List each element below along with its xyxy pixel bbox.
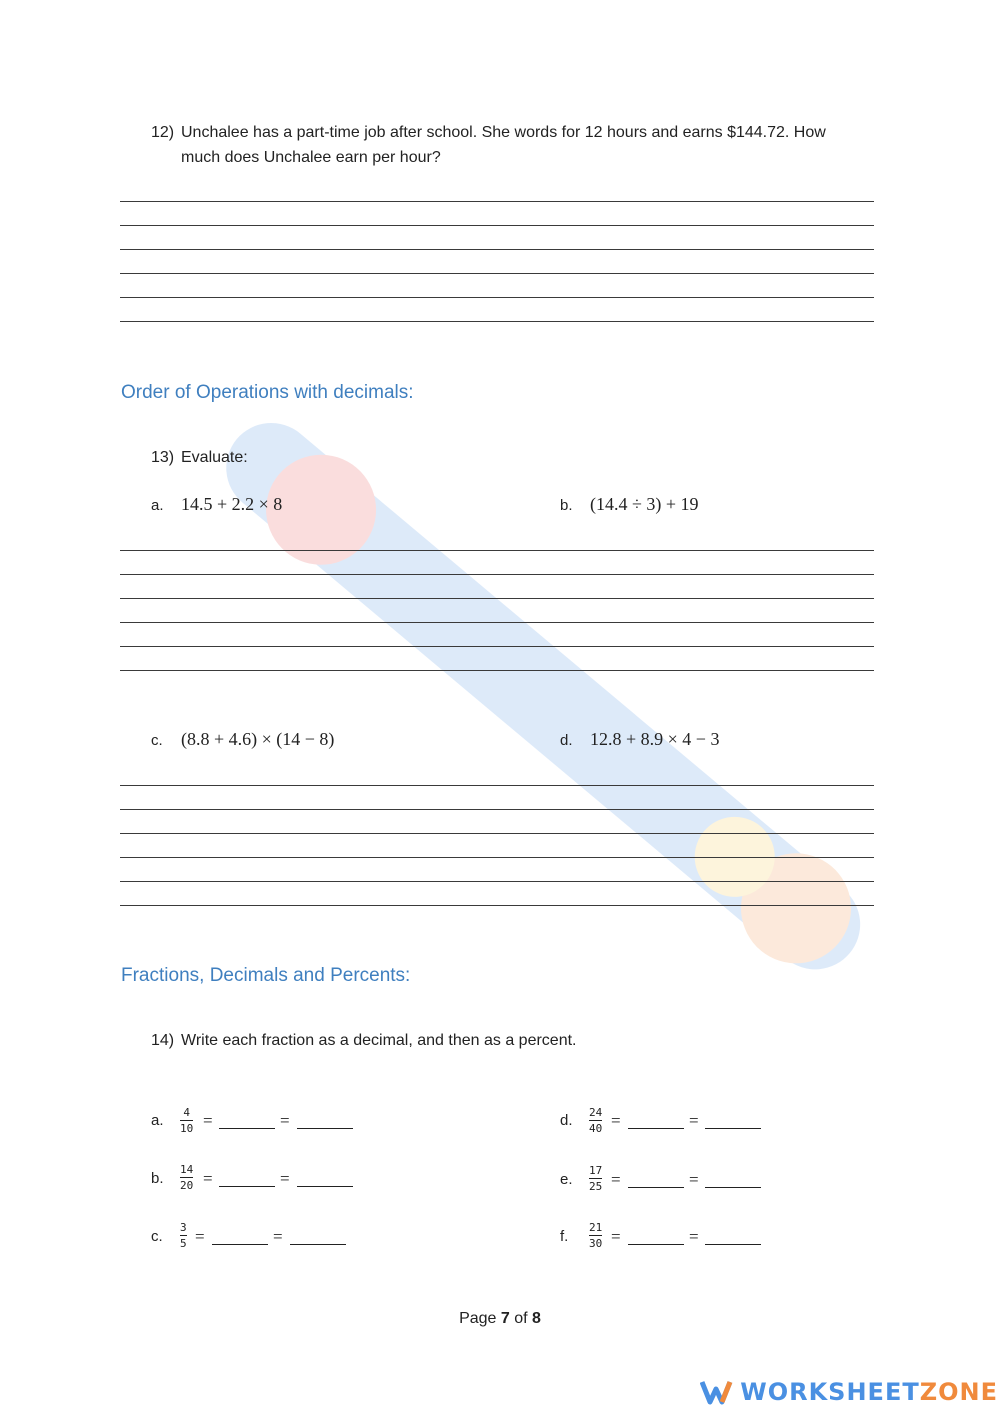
answer-line <box>120 881 874 882</box>
denominator: 40 <box>589 1122 603 1135</box>
equals-sign: = <box>689 1227 699 1246</box>
item-13b-label: b. <box>560 497 573 514</box>
watermark-logo <box>190 350 890 1050</box>
footer-mid: of <box>509 1310 533 1327</box>
equals-sign: = <box>689 1170 699 1189</box>
percent-blank-14d[interactable] <box>705 1128 761 1129</box>
fraction-14d <box>589 1106 602 1135</box>
percent-blank-14e[interactable] <box>705 1187 761 1188</box>
answer-line <box>120 574 874 575</box>
item-13a-label: a. <box>151 497 164 514</box>
question-13-prompt: Evaluate: <box>181 449 248 466</box>
numerator: 17 <box>589 1164 603 1177</box>
answer-line <box>120 249 874 250</box>
equals-sign: = <box>280 1111 290 1130</box>
item-13d-expression: 12.8 + 8.9 × 4 − 3 <box>590 729 720 749</box>
item-14d-label: d. <box>560 1112 573 1129</box>
denominator: 10 <box>180 1122 194 1135</box>
answer-line <box>120 646 874 647</box>
decimal-blank-14f[interactable] <box>628 1244 684 1245</box>
fraction-14a <box>180 1106 193 1135</box>
logo-text-zone: ZONE <box>919 1378 998 1406</box>
percent-blank-14c[interactable] <box>290 1244 346 1245</box>
denominator: 5 <box>180 1237 187 1250</box>
item-13c-label: c. <box>151 732 163 749</box>
equals-sign: = <box>203 1169 213 1188</box>
question-12-text-line1: Unchalee has a part-time job after school. She words for 12 hours and earns $144.72. How <box>181 124 826 141</box>
answer-line <box>120 857 874 858</box>
fraction-14e <box>589 1164 602 1193</box>
numerator: 14 <box>180 1163 194 1176</box>
equals-sign: = <box>195 1227 205 1246</box>
footer-page-number: 7 <box>500 1310 510 1327</box>
worksheetzone-logo[interactable] <box>700 1378 998 1406</box>
item-13d-label: d. <box>560 732 573 749</box>
fraction-14f <box>589 1221 602 1250</box>
answer-line <box>120 833 874 834</box>
fraction-14c <box>180 1221 187 1250</box>
decimal-blank-14e[interactable] <box>628 1187 684 1188</box>
answer-line <box>120 225 874 226</box>
answer-line <box>120 550 874 551</box>
question-12-number: 12) <box>151 124 175 141</box>
answer-line <box>120 321 874 322</box>
equals-sign: = <box>611 1170 621 1189</box>
item-14b-label: b. <box>151 1170 164 1187</box>
percent-blank-14f[interactable] <box>705 1244 761 1245</box>
answer-line <box>120 273 874 274</box>
answer-line <box>120 670 874 671</box>
answer-line <box>120 809 874 810</box>
section-title-fractions: Fractions, Decimals and Percents: <box>121 965 411 986</box>
numerator: 21 <box>589 1221 603 1234</box>
percent-blank-14b[interactable] <box>297 1186 353 1187</box>
footer-page-total: 8 <box>532 1310 541 1327</box>
numerator: 4 <box>183 1106 190 1119</box>
answer-line <box>120 598 874 599</box>
decimal-blank-14a[interactable] <box>219 1128 275 1129</box>
denominator: 20 <box>180 1179 194 1192</box>
decimal-blank-14d[interactable] <box>628 1128 684 1129</box>
equals-sign: = <box>611 1227 621 1246</box>
answer-line <box>120 201 874 202</box>
footer-prefix: Page <box>459 1310 501 1327</box>
item-14e-label: e. <box>560 1171 573 1188</box>
answer-line <box>120 905 874 906</box>
logo-text-worksheet: WORKSHEET <box>740 1378 920 1406</box>
denominator: 25 <box>589 1180 603 1193</box>
equals-sign: = <box>689 1111 699 1130</box>
equals-sign: = <box>273 1227 283 1246</box>
decimal-blank-14c[interactable] <box>212 1244 268 1245</box>
numerator: 24 <box>589 1106 603 1119</box>
item-14f-label: f. <box>560 1228 569 1245</box>
section-title-order-of-operations: Order of Operations with decimals: <box>121 382 414 403</box>
numerator: 3 <box>180 1221 187 1234</box>
question-13-number: 13) <box>151 449 175 466</box>
denominator: 30 <box>589 1237 603 1250</box>
question-14-number: 14) <box>151 1032 175 1049</box>
equals-sign: = <box>203 1111 213 1130</box>
answer-line <box>120 622 874 623</box>
question-14-prompt: Write each fraction as a decimal, and then as a percent. <box>181 1032 577 1049</box>
answer-line <box>120 785 874 786</box>
percent-blank-14a[interactable] <box>297 1128 353 1129</box>
item-14c-label: c. <box>151 1228 163 1245</box>
logo-text <box>740 1378 998 1406</box>
w-logo-icon <box>700 1379 740 1405</box>
item-13c-expression: (8.8 + 4.6) × (14 − 8) <box>181 729 335 749</box>
fraction-14b <box>180 1163 193 1192</box>
page-footer <box>0 1310 1000 1328</box>
question-12-text-line2: much does Unchalee earn per hour? <box>181 149 441 166</box>
answer-line <box>120 297 874 298</box>
equals-sign: = <box>611 1111 621 1130</box>
equals-sign: = <box>280 1169 290 1188</box>
item-14a-label: a. <box>151 1112 164 1129</box>
decimal-blank-14b[interactable] <box>219 1186 275 1187</box>
item-13a-expression: 14.5 + 2.2 × 8 <box>181 494 283 514</box>
item-13b-expression: (14.4 ÷ 3) + 19 <box>590 494 699 514</box>
